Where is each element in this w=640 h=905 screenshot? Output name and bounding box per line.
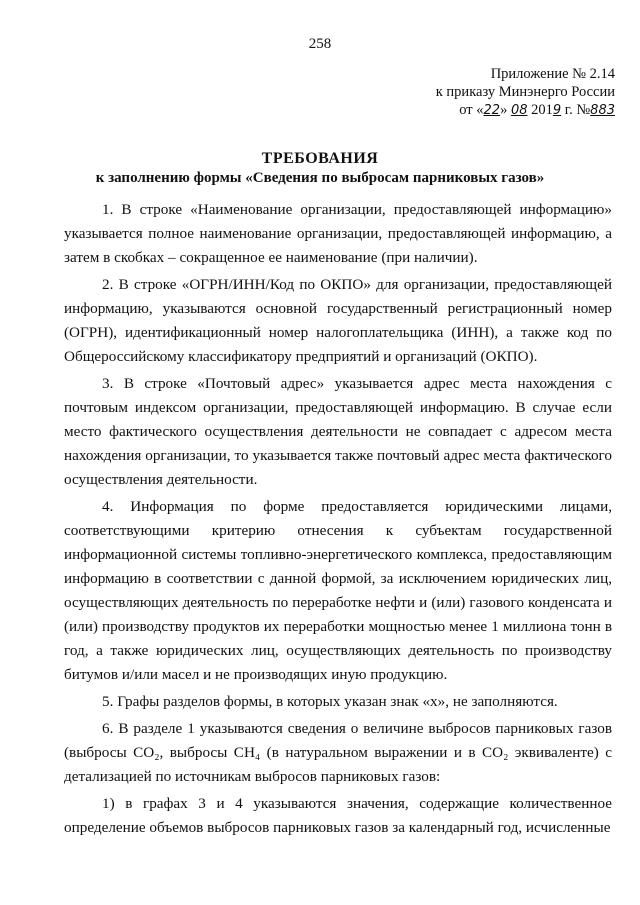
document-body xyxy=(64,198,612,843)
paragraph-5: 5. Графы разделов формы, в которых указан знак «х», не заполняются. xyxy=(102,693,558,710)
paragraph-6: 6. В разделе 1 указываются сведения о величине выбросов парниковых газов (выбросы CO₂, выбросы CH₄ (в натуральном выражении и в CO₂ эквиваленте) с детализацией по источникам выбросов парниковых газов: xyxy=(64,720,612,785)
appendix-title: Приложение № 2.14 xyxy=(490,66,615,82)
year-prefix: 201 xyxy=(527,102,553,118)
date-prefix: от « xyxy=(459,102,484,118)
paragraph-6-item-1: 1) в графах 3 и 4 указываются значения, содержащие количественное определение объемов выбросов парниковых газов за календарный год, исчисленные xyxy=(64,795,612,836)
number-prefix: г. № xyxy=(561,102,591,118)
date-month: 08 xyxy=(510,103,528,118)
date-day: 22 xyxy=(483,103,501,118)
appendix-order-ref: к приказу Минэнерго России xyxy=(435,84,615,100)
paragraph-1: 1. В строке «Наименование организации, предоставляющей информацию» указывается полное наименование организации, предоставляющей информацию, а затем в скобках – сокращенное ее наименование (при наличии). xyxy=(64,201,612,266)
title-block xyxy=(0,150,640,187)
year-digit: 9 xyxy=(552,103,562,118)
appendix-header xyxy=(415,65,615,120)
document-title: ТРЕБОВАНИЯ xyxy=(261,150,379,167)
document-subtitle: к заполнению формы «Сведения по выбросам парниковых газов» xyxy=(95,170,545,186)
date-mid: » xyxy=(500,102,511,118)
appendix-date-line xyxy=(415,101,615,120)
paragraph-2: 2. В строке «ОГРН/ИНН/Код по ОКПО» для организации, предоставляющей информацию, указываются основной государственный регистрационный номер (ОГРН), идентификационный номер налогоплательщика (ИНН), а также код по Общероссийскому классификатору предприятий и организаций (ОКПО). xyxy=(64,276,612,365)
paragraph-3: 3. В строке «Почтовый адрес» указывается адрес места нахождения с почтовым индексом организации, предоставляющей информацию. В случае если место фактического осуществления деятельности не совпадает с адресом места нахождения организации, то указывается также почтовый адрес места фактического осуществления деятельности. xyxy=(64,375,612,488)
page-number: 258 xyxy=(308,36,332,52)
order-number: 883 xyxy=(590,103,615,118)
paragraph-4: 4. Информация по форме предоставляется юридическими лицами, соответствующими критерию отнесения к субъектам государственной информационной системы топливно-энергетического комплекса, предоставляющим информацию в соответствии с данной формой, за исключением юридических лиц, осуществляющих деятельность по переработке нефти и (или) газового конденсата и (или) производству продуктов их переработки мощностью менее 1 миллиона тонн в год, а также юридических лиц, осуществляющих деятельность по производству битумов и/или масел и не производящих иную продукцию. xyxy=(64,498,612,683)
